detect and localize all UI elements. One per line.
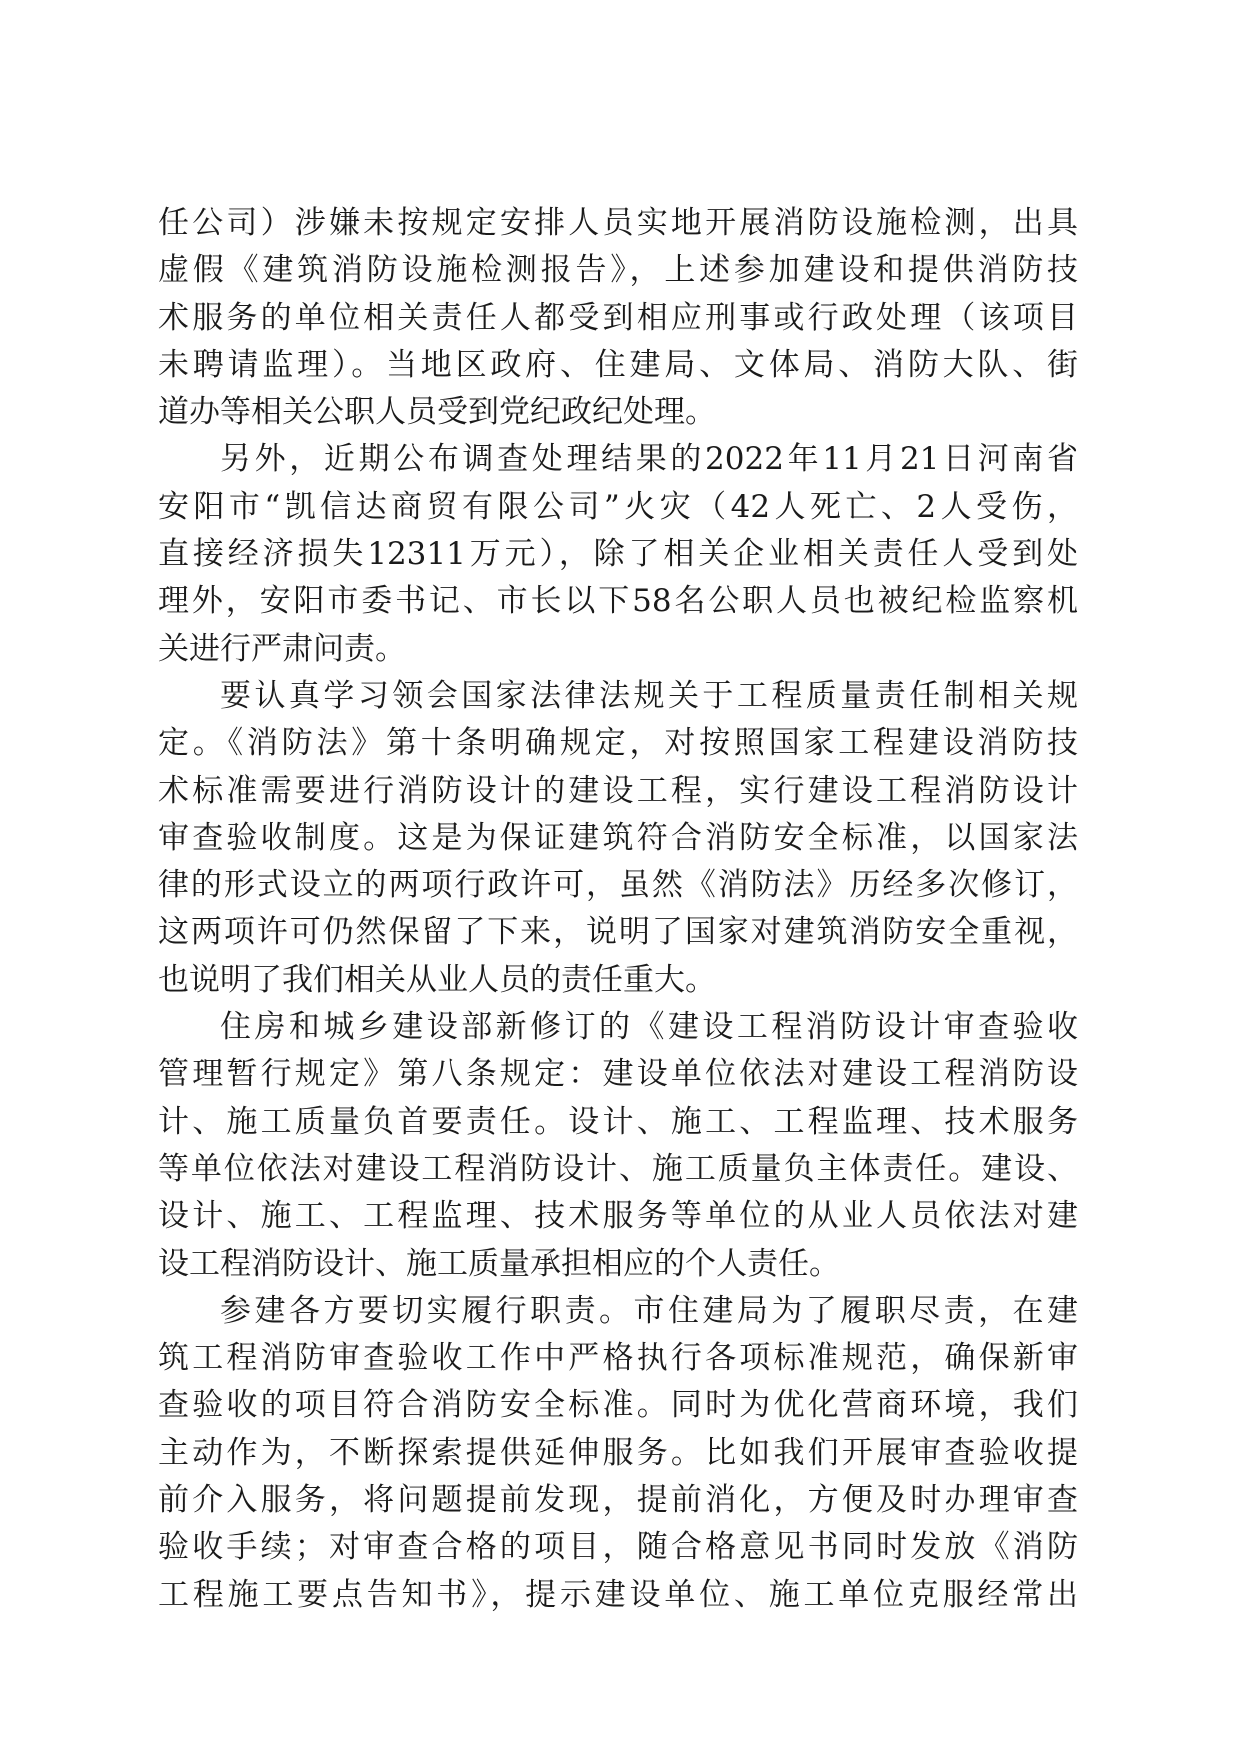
text-line: 要认真学习领会国家法律法规关于工程质量责任制相关规 (220, 677, 1078, 714)
text-line: 任公司）涉嫌未按规定安排人员实地开展消防设施检测，出具 (158, 205, 1078, 241)
paragraph-2 (158, 436, 1078, 672)
text-line: 未聘请监理）。当地区政府、住建局、文体局、消防大队、街 (158, 346, 1078, 383)
text-line: 筑工程消防审查验收工作中严格执行各项标准规范，确保新审 (158, 1340, 1078, 1377)
paragraph-4 (158, 1004, 1078, 1288)
text-line: 查验收的项目符合消防安全标准。同时为优化营商环境，我们 (158, 1387, 1078, 1424)
text-line: 这两项许可仍然保留了下来，说明了国家对建筑消防安全重视， (158, 914, 1078, 951)
text-line: 主动作为，不断探索提供延伸服务。比如我们开展审查验收提 (158, 1434, 1078, 1471)
text-line: 验收手续；对审查合格的项目，随合格意见书同时发放《消防 (158, 1529, 1078, 1566)
text-line: 等单位依法对建设工程消防设计、施工质量负主体责任。建设、 (158, 1150, 1078, 1187)
text-line: 直接经济损失12311万元），除了相关企业相关责任人受到处 (158, 536, 1078, 573)
text-line: 前介入服务，将问题提前发现，提前消化，方便及时办理审查 (158, 1482, 1078, 1519)
text-line: 工程施工要点告知书》，提示建设单位、施工单位克服经常出 (158, 1576, 1078, 1613)
text-line: 计、施工质量负首要责任。设计、施工、工程监理、技术服务 (158, 1103, 1078, 1140)
text-line: 律的形式设立的两项行政许可，虽然《消防法》历经多次修订， (158, 867, 1078, 904)
text-line: 道办等相关公职人员受到党纪政纪处理。 (158, 394, 716, 431)
text-line: 管理暂行规定》第八条规定：建设单位依法对建设工程消防设 (158, 1056, 1078, 1093)
text-line: 定。《消防法》第十条明确规定，对按照国家工程建设消防技 (158, 725, 1078, 762)
text-line: 另外，近期公布调查处理结果的2022年11月21日河南省 (220, 441, 1078, 478)
text-line: 虚假《建筑消防设施检测报告》，上述参加建设和提供消防技 (158, 252, 1078, 289)
text-line: 术标准需要进行消防设计的建设工程，实行建设工程消防设计 (158, 772, 1078, 809)
text-line: 设计、施工、工程监理、技术服务等单位的从业人员依法对建 (158, 1198, 1078, 1235)
text-line: 参建各方要切实履行职责。市住建局为了履职尽责，在建 (220, 1292, 1078, 1329)
paragraph-1 (158, 200, 1078, 436)
paragraph-5 (158, 1288, 1078, 1619)
text-line: 理外，安阳市委书记、市长以下58名公职人员也被纪检监察机 (158, 583, 1078, 620)
text-line: 安阳市“凯信达商贸有限公司”火灾（42人死亡、2人受伤， (158, 488, 1078, 525)
text-line: 审查验收制度。这是为保证建筑符合消防安全标准，以国家法 (158, 819, 1078, 856)
text-line: 设工程消防设计、施工质量承担相应的个人责任。 (158, 1245, 840, 1282)
paragraph-3 (158, 673, 1078, 1004)
document-body (158, 200, 1078, 1619)
text-line: 住房和城乡建设部新修订的《建设工程消防设计审查验收 (220, 1009, 1078, 1046)
text-line: 术服务的单位相关责任人都受到相应刑事或行政处理（该项目 (158, 299, 1078, 336)
text-line: 关进行严肃问责。 (158, 630, 406, 667)
text-line: 也说明了我们相关从业人员的责任重大。 (158, 961, 716, 998)
